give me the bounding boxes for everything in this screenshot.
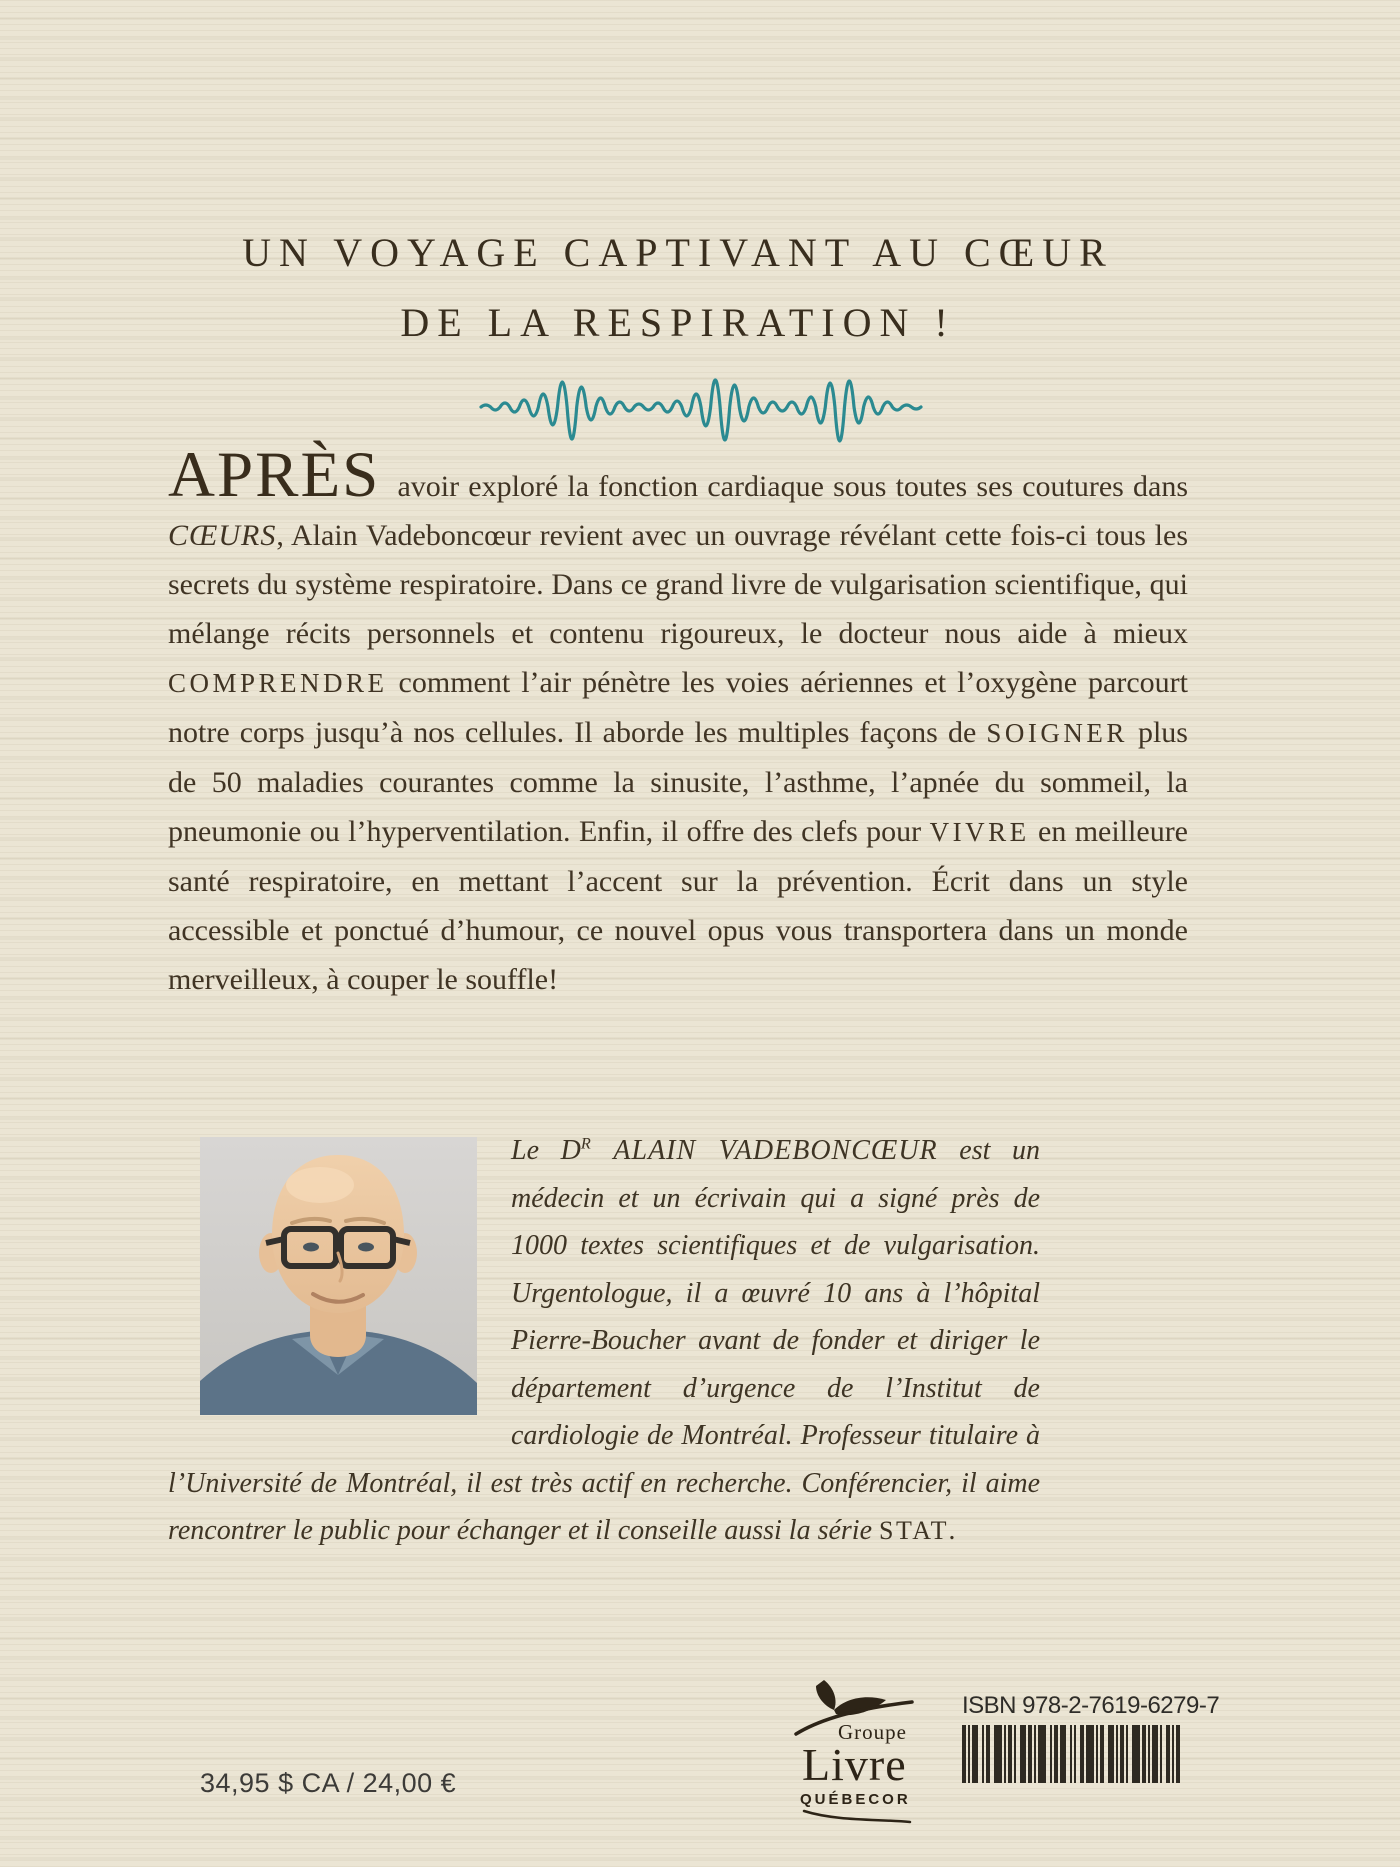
description-text [168,470,1188,996]
barcode-bar [994,1725,1002,1783]
barcode-bar [1086,1725,1094,1783]
barcode-bar [1132,1725,1140,1783]
text-segment: Le D [511,1135,581,1167]
publisher-logo [786,1678,922,1828]
eye-left [303,1243,319,1252]
text-segment: en meilleure santé respiratoire, en mettant l’accent sur la prévention. Écrit dans un style accessible et ponctué d’humour, ce nouvel opus vous transportera dans un monde merveilleux, à couper le souffle! [168,815,1189,996]
barcode-bars [962,1725,1192,1783]
text-segment: , Alain Vadeboncœur revient avec un ouvrage révélant cette fois-ci tous les secrets du système respiratoire. Dans ce grand livre de vulgarisation scientifique, qui mélange récits personnels et contenu rigoureux, le docteur nous aide à mieux [168,519,1188,650]
text-segment: comment l’air pénètre les voies aériennes et l’oxygène parcourt notre corps jusqu’à nos cellules. Il aborde les multiples façons de [168,666,1188,749]
text-segment: COMPRENDRE [168,668,388,698]
logo-text-livre: Livre [802,1739,907,1790]
eye-right [358,1243,374,1252]
text-segment: . [949,1515,957,1547]
text-segment: R [580,1135,592,1153]
text-segment: ALAIN VADEBONCŒUR [613,1135,938,1167]
text-segment [592,1135,614,1166]
text-segment: VIVRE [929,817,1030,847]
text-segment: est un médecin et un écrivain qui a signé près de 1000 textes scientifiques et de vulgarisation. Urgentologue, il a œuvré 10 ans à l’hôpital Pierre-Boucher avant de fonder et diriger le département d’urgence de l’Institut de cardiologie de Montréal. Professeur titulaire à l’Université de Montréal, il est très actif en recherche. Conférencier, il aime rencontrer le public pour échanger et il conseille aussi la série [168,1135,1041,1547]
tagline-line-2: DE LA RESPIRATION ! [400,300,956,345]
tagline [168,218,1188,358]
logo-text-groupe: Groupe [838,1720,907,1744]
author-bio [168,1121,1040,1555]
text-segment: STAT [879,1516,950,1546]
logo-swoosh [802,1808,912,1824]
lead-word: APRÈS [168,439,381,511]
isbn-block [962,1692,1220,1783]
tagline-line-1: UN VOYAGE CAPTIVANT AU CŒUR [242,230,1114,275]
text-segment: avoir exploré la fonction cardiaque sous toutes ses coutures dans [388,470,1188,503]
barcode-bar [1176,1725,1180,1783]
price-label: 34,95 $ CA / 24,00 € [200,1768,457,1798]
head-highlight [286,1167,354,1203]
waveform-svg [478,368,924,446]
isbn-label: ISBN 978-2-7619-6279-7 [962,1692,1220,1719]
text-segment: plus de 50 maladies courantes comme la sinusite, l’asthme, l’apnée du sommeil, la pneumonie ou l’hyperventilation. Enfin, il offre des clefs pour [168,716,1188,848]
breath-waveform-graphic [478,368,924,446]
author-photo [200,1137,477,1415]
waveform-path [481,380,921,441]
logo-text-quebecor: QUÉBECOR [800,1791,911,1808]
description-paragraph [168,439,1189,1004]
text-segment: CŒURS [168,519,277,552]
barcode-bar [1038,1725,1046,1783]
author-portrait-image [200,1137,477,1415]
text-segment: SOIGNER [986,718,1128,748]
